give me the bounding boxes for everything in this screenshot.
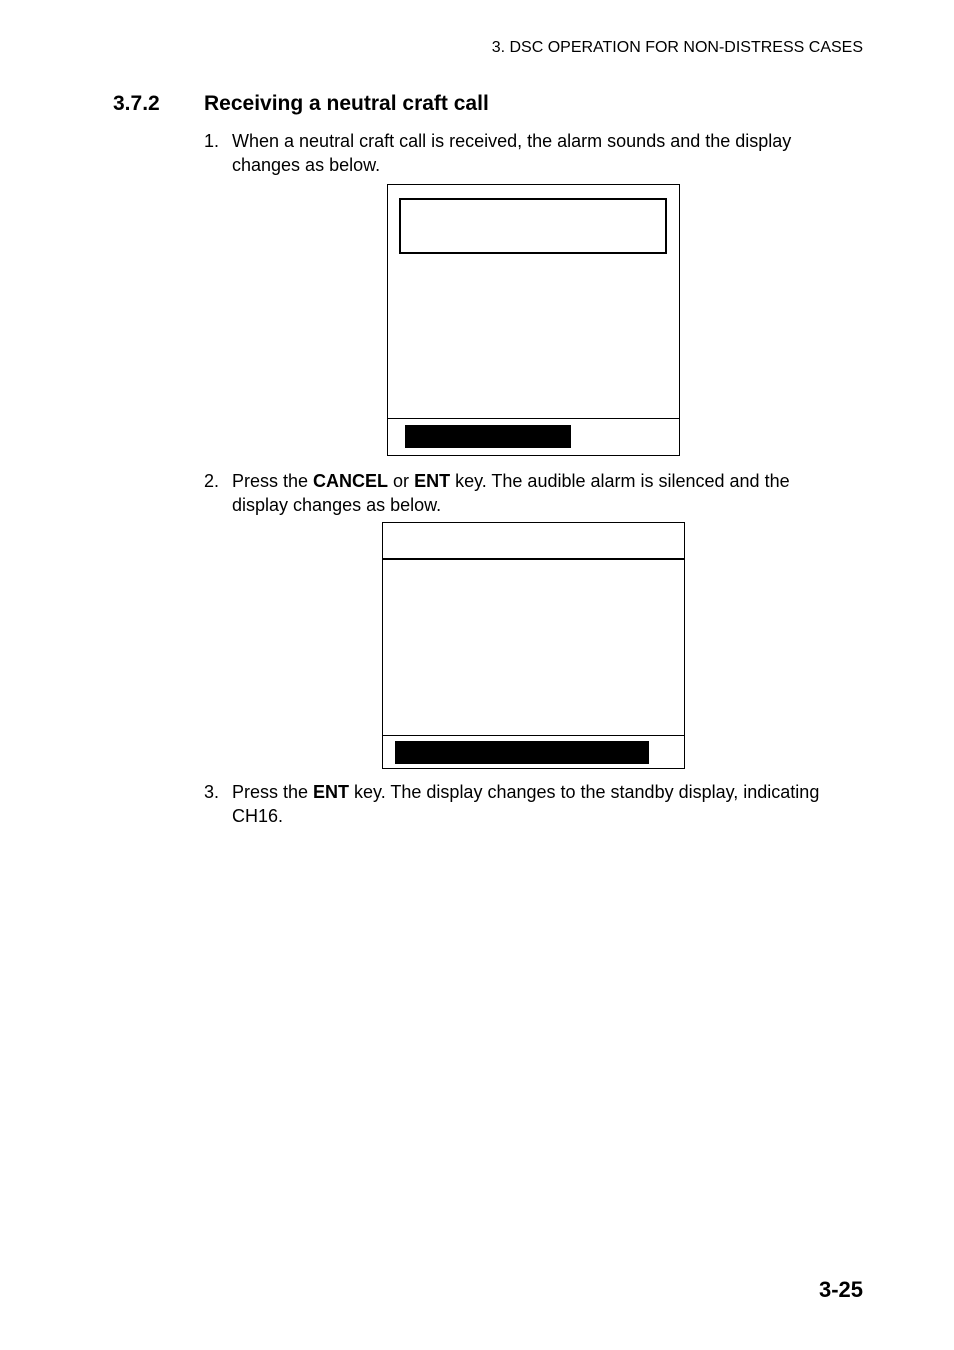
display-header-divider	[383, 558, 684, 560]
step-text: When a neutral craft call is received, the alarm sounds and the display changes as below.	[232, 131, 792, 175]
step-text-part: key. The display changes to the standby display, indicating CH16.	[232, 782, 820, 826]
step-text-part: key. The audible alarm is silenced and the display changes as below.	[232, 471, 790, 515]
display-footer-divider	[388, 418, 679, 419]
key-name-cancel: CANCEL	[313, 471, 389, 491]
section-heading	[113, 92, 489, 116]
step-1	[204, 129, 844, 177]
step-number: 1.	[204, 131, 220, 151]
step-3	[204, 780, 844, 828]
step-text-part: Press the	[232, 782, 314, 802]
section-title: Receiving a neutral craft call	[204, 92, 489, 115]
display-title-box	[399, 198, 667, 254]
page-number: 3-25	[818, 1277, 863, 1302]
step-2	[204, 469, 844, 517]
neutral-call-received-display	[387, 184, 680, 456]
alarm-silenced-display	[382, 522, 685, 769]
display-footer-divider	[383, 735, 684, 736]
step-number: 2.	[204, 471, 220, 491]
section-number: 3.7.2	[113, 92, 160, 115]
display-softkey-bar	[405, 425, 571, 448]
display-softkey-bar	[395, 741, 649, 764]
step-text-part: or	[388, 471, 415, 491]
step-number: 3.	[204, 782, 220, 802]
step-text	[232, 469, 844, 517]
step-text-part: Press the	[232, 471, 314, 491]
step-text	[232, 780, 844, 828]
running-header: 3. DSC OPERATION FOR NON-DISTRESS CASES	[491, 39, 863, 56]
key-name-ent: ENT	[414, 471, 451, 491]
key-name-ent: ENT	[313, 782, 350, 802]
